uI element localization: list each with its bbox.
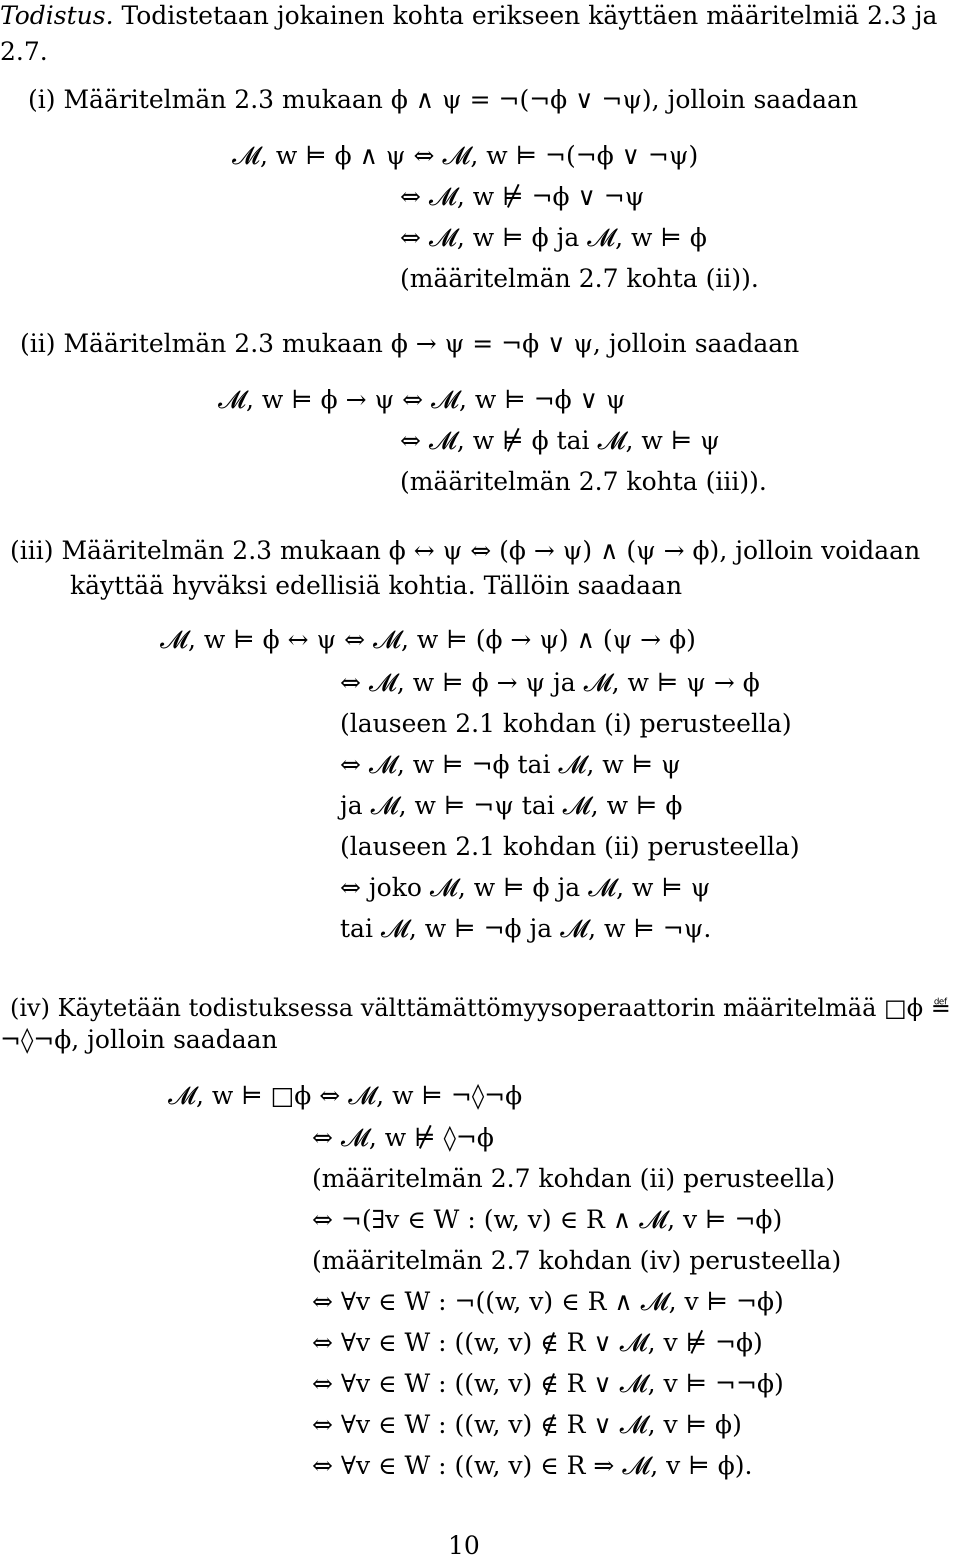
item-iii-eq-8: tai 𝓜, w ⊨ ¬ϕ ja 𝓜, w ⊨ ¬ψ. [340,914,712,943]
item-ii-eq-3: (määritelmän 2.7 kohta (iii)). [400,467,767,496]
item-iv-eq-9: ⇔ ∀v ∈ W : ((w, v) ∉ R ∨ 𝓜, v ⊨ ϕ) [312,1410,742,1439]
proof-intro-line-2: 2.7. [0,37,48,66]
item-iv-eq-6: ⇔ ∀v ∈ W : ¬((w, v) ∈ R ∧ 𝓜, v ⊨ ¬ϕ) [312,1287,784,1316]
proof-intro-line-1 [0,0,937,32]
item-iv-eq-8: ⇔ ∀v ∈ W : ((w, v) ∉ R ∨ 𝓜, v ⊨ ¬¬ϕ) [312,1369,784,1398]
item-ii-text: (ii) Määritelmän 2.3 mukaan ϕ → ψ = ¬ϕ ∨ ψ, jolloin saadaan [20,329,800,358]
proof-intro-text: Todistetaan jokainen kohta erikseen käyttäen määritelmiä 2.3 ja [113,1,938,30]
item-iv-eq-10: ⇔ ∀v ∈ W : ((w, v) ∈ R ⇒ 𝓜, v ⊨ ϕ). [312,1451,753,1480]
item-iii-eq-2: ⇔ 𝓜, w ⊨ ϕ → ψ ja 𝓜, w ⊨ ψ → ϕ [340,668,760,697]
item-i-eq-3: ⇔ 𝓜, w ⊨ ϕ ja 𝓜, w ⊨ ϕ [400,223,707,252]
item-ii-eq-2: ⇔ 𝓜, w ⊭ ϕ tai 𝓜, w ⊨ ψ [400,426,720,455]
item-iii-text-2: käyttää hyväksi edellisiä kohtia. Tällöin saadaan [70,571,683,600]
item-iv-eq-4: ⇔ ¬(∃v ∈ W : (w, v) ∈ R ∧ 𝓜, v ⊨ ¬ϕ) [312,1205,783,1234]
proof-heading: Todistus. [0,1,114,30]
item-i-eq-4: (määritelmän 2.7 kohta (ii)). [400,264,759,293]
item-iv-eq-2: ⇔ 𝓜, w ⊭ ◊¬ϕ [312,1123,494,1152]
item-i-eq-1: 𝓜, w ⊨ ϕ ∧ ψ ⇔ 𝓜, w ⊨ ¬(¬ϕ ∨ ¬ψ) [232,141,699,170]
item-iv-eq-1: 𝓜, w ⊨ □ϕ ⇔ 𝓜, w ⊨ ¬◊¬ϕ [168,1081,523,1110]
item-iv-text-1: (iv) Käytetään todistuksessa välttämättömyysoperaattorin määritelmää □ϕ ≝ [10,994,951,1022]
item-iii-eq-4: ⇔ 𝓜, w ⊨ ¬ϕ tai 𝓜, w ⊨ ψ [340,750,681,779]
item-i-eq-2: ⇔ 𝓜, w ⊭ ¬ϕ ∨ ¬ψ [400,182,645,211]
item-iii-eq-6: (lauseen 2.1 kohdan (ii) perusteella) [340,832,800,861]
item-iii-eq-3: (lauseen 2.1 kohdan (i) perusteella) [340,709,792,738]
item-iv-eq-5: (määritelmän 2.7 kohdan (iv) perusteella) [312,1246,842,1275]
item-iv-eq-3: (määritelmän 2.7 kohdan (ii) perusteella) [312,1164,836,1193]
item-iii-eq-5: ja 𝓜, w ⊨ ¬ψ tai 𝓜, w ⊨ ϕ [340,791,683,820]
page-number: 10 [448,1531,480,1560]
item-iv-eq-7: ⇔ ∀v ∈ W : ((w, v) ∉ R ∨ 𝓜, v ⊭ ¬ϕ) [312,1328,763,1357]
item-iii-eq-1: 𝓜, w ⊨ ϕ ↔ ψ ⇔ 𝓜, w ⊨ (ϕ → ψ) ∧ (ψ → ϕ) [160,625,696,654]
item-i-text: (i) Määritelmän 2.3 mukaan ϕ ∧ ψ = ¬(¬ϕ ∨ ¬ψ), jolloin saadaan [28,85,859,114]
item-ii-eq-1: 𝓜, w ⊨ ϕ → ψ ⇔ 𝓜, w ⊨ ¬ϕ ∨ ψ [218,385,626,414]
item-iv-text-2: ¬◊¬ϕ, jolloin saadaan [0,1025,278,1054]
item-iii-eq-7: ⇔ joko 𝓜, w ⊨ ϕ ja 𝓜, w ⊨ ψ [340,873,711,902]
item-iii-text-1: (iii) Määritelmän 2.3 mukaan ϕ ↔ ψ ⇔ (ϕ → ψ) ∧ (ψ → ϕ), jolloin voidaan [10,536,921,565]
